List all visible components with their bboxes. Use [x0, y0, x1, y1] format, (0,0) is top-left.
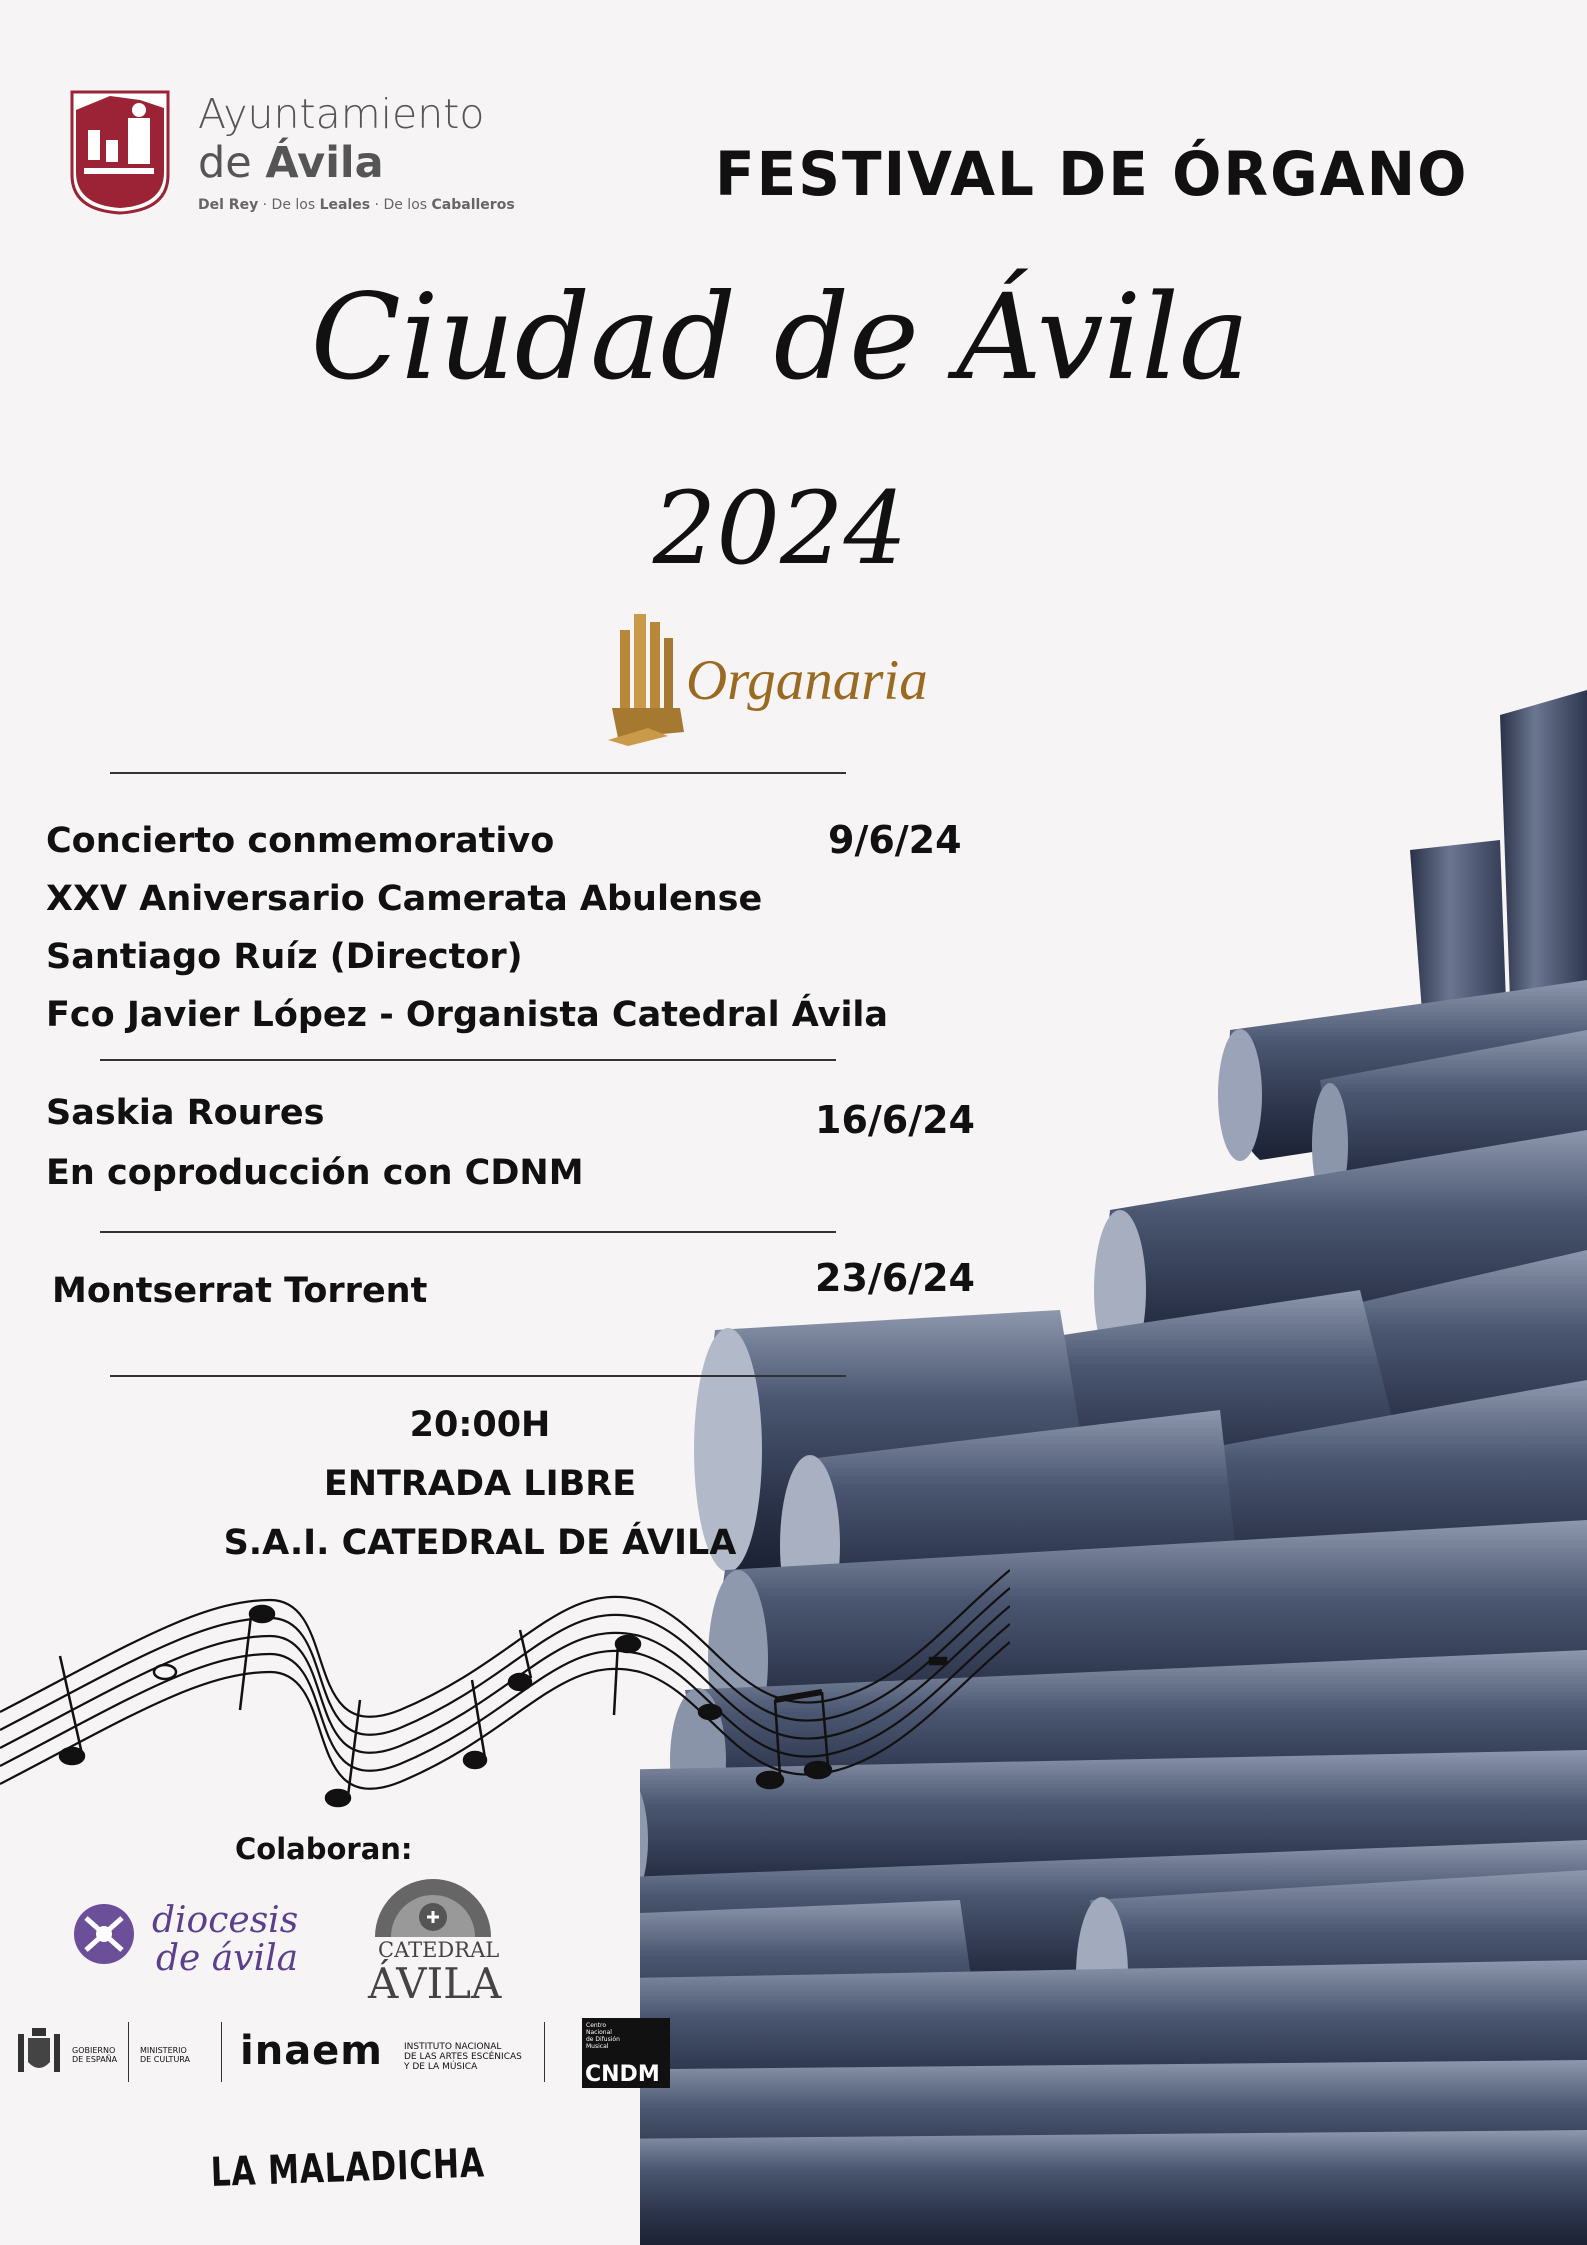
separator	[128, 2022, 129, 2082]
concert-line: XXV Aniversario Camerata Abulense	[46, 879, 763, 919]
ayuntamiento-motto: Del Rey · De los Leales · De los Caballeros	[198, 197, 515, 213]
concert-date: 9/6/24	[828, 818, 962, 862]
catedral-logo	[368, 1875, 502, 2008]
organ-pipes-icon	[608, 608, 688, 746]
year-title: 2024	[652, 470, 908, 587]
separator	[544, 2022, 545, 2082]
concert-line: Saskia Roures	[46, 1093, 325, 1133]
concert-line: Concierto conmemorativo	[46, 821, 555, 861]
la-maladicha-logo: LA MALADICHA	[210, 2140, 486, 2196]
cndm-full-name: Centro Nacional de Difusión Musical	[586, 2022, 620, 2050]
separator	[221, 2022, 222, 2082]
city-title: Ciudad de Ávila	[310, 268, 1250, 406]
concert-line: Santiago Ruíz (Director)	[46, 937, 523, 977]
inaem-full-name: INSTITUTO NACIONAL DE LAS ARTES ESCÉNICAS Y DE LA MÚSICA	[404, 2042, 522, 2072]
diocesis-emblem-icon	[72, 1900, 136, 1968]
divider	[110, 1375, 846, 1377]
concert-date: 16/6/24	[815, 1098, 975, 1142]
concert-date: 23/6/24	[815, 1256, 975, 1300]
concert-line: Fco Javier López - Organista Catedral Ávila	[46, 995, 889, 1035]
cathedral-rose-icon	[373, 1875, 493, 1937]
catedral-line2: ÁVILA	[368, 1959, 502, 2008]
cndm-logo	[582, 2018, 670, 2088]
concert-line: Montserrat Torrent	[52, 1271, 428, 1311]
divider	[100, 1231, 836, 1233]
ayuntamiento-shield-icon	[70, 90, 170, 215]
divider	[110, 772, 846, 774]
event-entry: ENTRADA LIBRE	[323, 1464, 637, 1504]
event-venue: S.A.I. CATEDRAL DE ÁVILA	[223, 1523, 737, 1563]
diocesis-logo	[72, 1900, 312, 1980]
diocesis-name: diocesis de ávila	[152, 1900, 299, 1979]
collaborators-label: Colaboran:	[235, 1832, 413, 1866]
spain-coat-of-arms-icon	[14, 2026, 64, 2078]
concert-line: En coproducción con CDNM	[46, 1153, 584, 1193]
ayuntamiento-name-line2: de Ávila	[198, 138, 384, 188]
inaem-logo: inaem	[240, 2028, 383, 2074]
organaria-logo	[608, 608, 928, 746]
divider	[100, 1059, 836, 1061]
cndm-acronym: CNDM	[585, 2062, 660, 2087]
concert-item	[46, 812, 888, 1044]
music-staff-icon	[0, 1560, 1010, 1830]
catedral-line1: CATEDRAL	[378, 1938, 500, 1962]
event-info	[0, 1396, 960, 1573]
concert-item	[46, 1084, 584, 1202]
ayuntamiento-name-line1: Ayuntamiento	[198, 90, 485, 138]
ministerio-text: MINISTERIO DE CULTURA	[140, 2046, 191, 2064]
organaria-text: Organaria	[686, 649, 928, 712]
ayuntamiento-logo	[70, 90, 515, 220]
gobierno-text: GOBIERNO DE ESPAÑA	[72, 2046, 118, 2064]
concert-item	[52, 1262, 427, 1320]
event-time: 20:00H	[409, 1405, 551, 1445]
festival-title: FESTIVAL DE ÓRGANO	[715, 138, 1469, 210]
